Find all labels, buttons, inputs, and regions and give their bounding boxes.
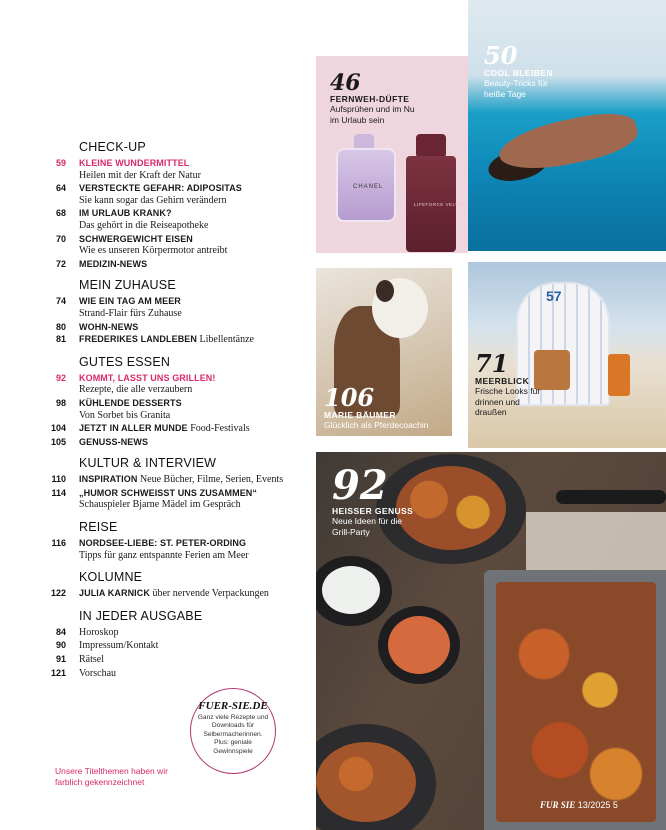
entry-text	[79, 537, 312, 550]
entry-page-number: 105	[50, 436, 66, 447]
entry-headline: KÜHLENDE DESSERTS	[79, 397, 182, 408]
issue-number: 13/2025	[577, 800, 611, 810]
teaser-page-number: 106	[324, 383, 375, 412]
toc-entry[interactable]	[50, 537, 312, 550]
website-promo-text: Ganz viele Rezepte und Downloads für Selbermacherinnen. Plus: geniale Gewinnspiele	[197, 714, 269, 755]
toc-section	[50, 520, 312, 562]
entry-text	[79, 372, 312, 385]
perfume-label-left: CHANEL	[353, 184, 384, 190]
teaser-caption	[330, 72, 416, 125]
entry-page-number: 116	[51, 538, 66, 549]
teaser-subline: Neue Ideen für die Grill-Party	[332, 516, 402, 537]
section-title: GUTES ESSEN	[79, 354, 171, 369]
toc-entry[interactable]	[50, 321, 312, 334]
magazine-brand: FUR SIE	[540, 800, 576, 810]
entry-headline: „HUMOR SCHWEISST UNS ZUSAMMEN“	[79, 487, 257, 498]
entry-page-number: 72	[55, 258, 66, 269]
entry-page-number: 84	[55, 626, 66, 637]
entry-page-number: 110	[51, 474, 66, 485]
entry-inline-text: Impressum/Kontakt	[79, 640, 159, 652]
orange-dip	[388, 616, 450, 674]
entry-headline: WOHN-NEWS	[79, 321, 139, 332]
toc-entry[interactable]	[50, 372, 312, 385]
entry-headline: GENUSS-NEWS	[79, 436, 149, 447]
toc-section	[50, 456, 312, 512]
entry-text	[79, 233, 312, 246]
section-title: KOLUMNE	[79, 570, 143, 585]
grilled-food-bottom	[316, 742, 416, 822]
teaser-page-number: 71	[475, 349, 509, 378]
entry-headline: FREDERIKES LANDLEBEN	[79, 334, 198, 345]
toc-entry[interactable]	[50, 157, 312, 170]
entry-headline: WIE EIN TAG AM MEER	[79, 296, 181, 307]
teaser-marie-baeumer[interactable]	[316, 268, 452, 436]
entry-page-number: 70	[55, 233, 66, 244]
teaser-meerblick[interactable]	[468, 262, 666, 448]
entry-text	[79, 295, 312, 308]
entry-text	[79, 157, 312, 170]
page-footer	[540, 800, 618, 810]
entry-subline: Rezepte, die alle verzaubern	[79, 384, 193, 396]
entry-subline: Schauspieler Bjarne Mädel im Gespräch	[79, 499, 241, 511]
entry-headline: JULIA KARNICK	[79, 588, 150, 599]
entry-inline-text: Libellentänze	[199, 334, 254, 346]
entry-headline: SCHWERGEWICHT EISEN	[79, 233, 193, 244]
entry-page-number: 114	[51, 487, 66, 498]
toc-entry[interactable]	[50, 182, 312, 195]
teaser-page-number: 46	[330, 70, 361, 96]
toc-entry[interactable]	[50, 295, 312, 308]
entry-inline-text: Rätsel	[79, 654, 104, 666]
entry-subline: Das gehört in die Reiseapotheke	[79, 219, 209, 231]
entry-headline: KOMMT, LASST UNS GRILLEN!	[79, 372, 216, 383]
teaser-page-number: 92	[332, 462, 388, 509]
section-title: CHECK-UP	[79, 140, 146, 154]
napkin	[526, 512, 666, 572]
toc-entry[interactable]	[50, 473, 312, 487]
toc-entry[interactable]	[50, 653, 312, 667]
entry-text	[79, 667, 312, 681]
teaser-subline: Aufsprühen und im Nu im Urlaub sein	[330, 104, 415, 125]
grilled-chicken-tray	[496, 582, 656, 822]
entry-subline: Von Sorbet bis Granita	[79, 409, 171, 421]
entry-text	[79, 626, 312, 640]
entry-page-number: 98	[55, 397, 66, 408]
website-name: FUER-SIE.DE	[198, 700, 268, 712]
entry-headline: VERSTECKTE GEFAHR: ADIPOSITAS	[79, 183, 242, 194]
website-promo-bubble[interactable]	[190, 688, 276, 774]
entry-page-number: 92	[55, 372, 66, 383]
entry-inline-text: Food-Festivals	[190, 423, 250, 435]
entry-subline: Strand-Flair fürs Zuhause	[79, 307, 182, 319]
perfume-label-right: LIFEFORCE VELVET	[414, 202, 466, 207]
teaser-heisser-genuss[interactable]	[316, 452, 666, 830]
section-title: KULTUR & INTERVIEW	[79, 456, 217, 471]
entry-headline: IM URLAUB KRANK?	[79, 208, 172, 219]
highlight-note: Unsere Titelthemen haben wir farblich gekennzeichnet	[55, 766, 168, 787]
toc-section	[50, 609, 312, 680]
entry-page-number: 59	[55, 158, 66, 168]
teaser-subline: Beauty-Tricks für heiße Tage	[484, 78, 548, 99]
entry-inline-text: Vorschau	[79, 667, 117, 679]
toc-entry[interactable]	[50, 258, 312, 271]
white-dip	[322, 566, 380, 614]
entry-text	[79, 473, 312, 487]
teaser-subline: Frische Looks für drinnen und draußen	[475, 386, 541, 417]
entry-page-number: 104	[50, 423, 66, 434]
table-of-contents	[50, 140, 312, 688]
entry-text	[79, 653, 312, 667]
entry-page-number: 90	[55, 640, 66, 651]
toc-entry[interactable]	[50, 207, 312, 220]
entry-headline: MEDIZIN-NEWS	[79, 258, 148, 269]
entry-text	[79, 258, 312, 271]
teaser-headline: MARIE BÄUMER	[324, 410, 396, 420]
toc-section	[50, 140, 312, 270]
entry-text	[79, 397, 312, 410]
beach-chair-number: 57	[546, 288, 562, 304]
toc-section	[50, 278, 312, 346]
entry-subline: Heilen mit der Kraft der Natur	[79, 169, 201, 181]
dog-ear	[376, 280, 394, 302]
toc-section	[50, 355, 312, 449]
entry-text	[79, 333, 312, 347]
entry-text	[79, 587, 312, 601]
entry-text	[79, 207, 312, 220]
entry-page-number: 64	[55, 183, 66, 194]
entry-page-number: 121	[50, 667, 66, 678]
entry-inline-text: Neue Bücher, Filme, Serien, Events	[139, 474, 284, 486]
entry-text	[79, 182, 312, 195]
entry-page-number: 68	[55, 208, 66, 219]
fork	[556, 490, 666, 504]
entry-page-number: 80	[55, 321, 66, 332]
entry-headline: NORDSEE-LIEBE: ST. PETER-ORDING	[79, 538, 247, 549]
entry-text	[79, 487, 312, 500]
entry-headline: KLEINE WUNDERMITTEL	[79, 158, 190, 168]
toc-entry[interactable]	[50, 397, 312, 410]
section-title: REISE	[79, 520, 118, 535]
toc-entry[interactable]	[50, 487, 312, 500]
teaser-page-number: 50	[484, 41, 518, 70]
entry-page-number: 91	[55, 654, 66, 665]
entry-inline-text: Horoskop	[79, 626, 119, 638]
teaser-caption	[324, 383, 448, 431]
toc-entry[interactable]	[50, 436, 312, 449]
teaser-headline: HEISSER GENUSS	[332, 506, 414, 516]
entry-headline: INSPIRATION	[79, 474, 138, 485]
teaser-cool-bleiben[interactable]	[468, 0, 666, 251]
teaser-caption	[484, 41, 564, 99]
entry-text	[79, 422, 312, 436]
toc-entry[interactable]	[50, 587, 312, 601]
entry-text	[79, 436, 312, 449]
lantern	[608, 354, 630, 396]
toc-entry[interactable]	[50, 667, 312, 681]
entry-text	[79, 321, 312, 334]
toc-entry[interactable]	[50, 333, 312, 347]
teaser-headline: COOL BLEIBEN	[484, 68, 553, 78]
entry-subline: Tipps für ganz entspannte Ferien am Meer	[79, 549, 249, 561]
entry-page-number: 122	[50, 588, 66, 599]
toc-section	[50, 570, 312, 601]
entry-text	[79, 639, 312, 653]
toc-entry[interactable]	[50, 233, 312, 246]
teaser-headline: FERNWEH-DÜFTE	[330, 94, 410, 104]
teaser-caption	[475, 349, 541, 418]
page-number: 5	[612, 800, 618, 810]
toc-entry[interactable]	[50, 639, 312, 653]
teaser-caption	[332, 462, 414, 537]
toc-entry[interactable]	[50, 422, 312, 436]
entry-inline-text: über nervende Verpackungen	[152, 588, 269, 600]
entry-subline: Wie es unseren Körpermotor antreibt	[79, 245, 228, 257]
teaser-fernweh-duefte[interactable]	[316, 56, 468, 253]
entry-page-number: 74	[55, 296, 66, 307]
entry-subline: Sie kann sogar das Gehirn verändern	[79, 194, 227, 206]
teaser-subline: Glücklich als Pferdecoachin	[324, 420, 429, 430]
perfume-cap-right	[416, 134, 446, 158]
section-title: MEIN ZUHAUSE	[79, 278, 176, 293]
teaser-headline: MEERBLICK	[475, 376, 530, 386]
toc-entry[interactable]	[50, 626, 312, 640]
section-title: IN JEDER AUSGABE	[79, 608, 203, 623]
entry-headline: JETZT IN ALLER MUNDE	[79, 423, 188, 434]
entry-page-number: 81	[55, 334, 66, 345]
